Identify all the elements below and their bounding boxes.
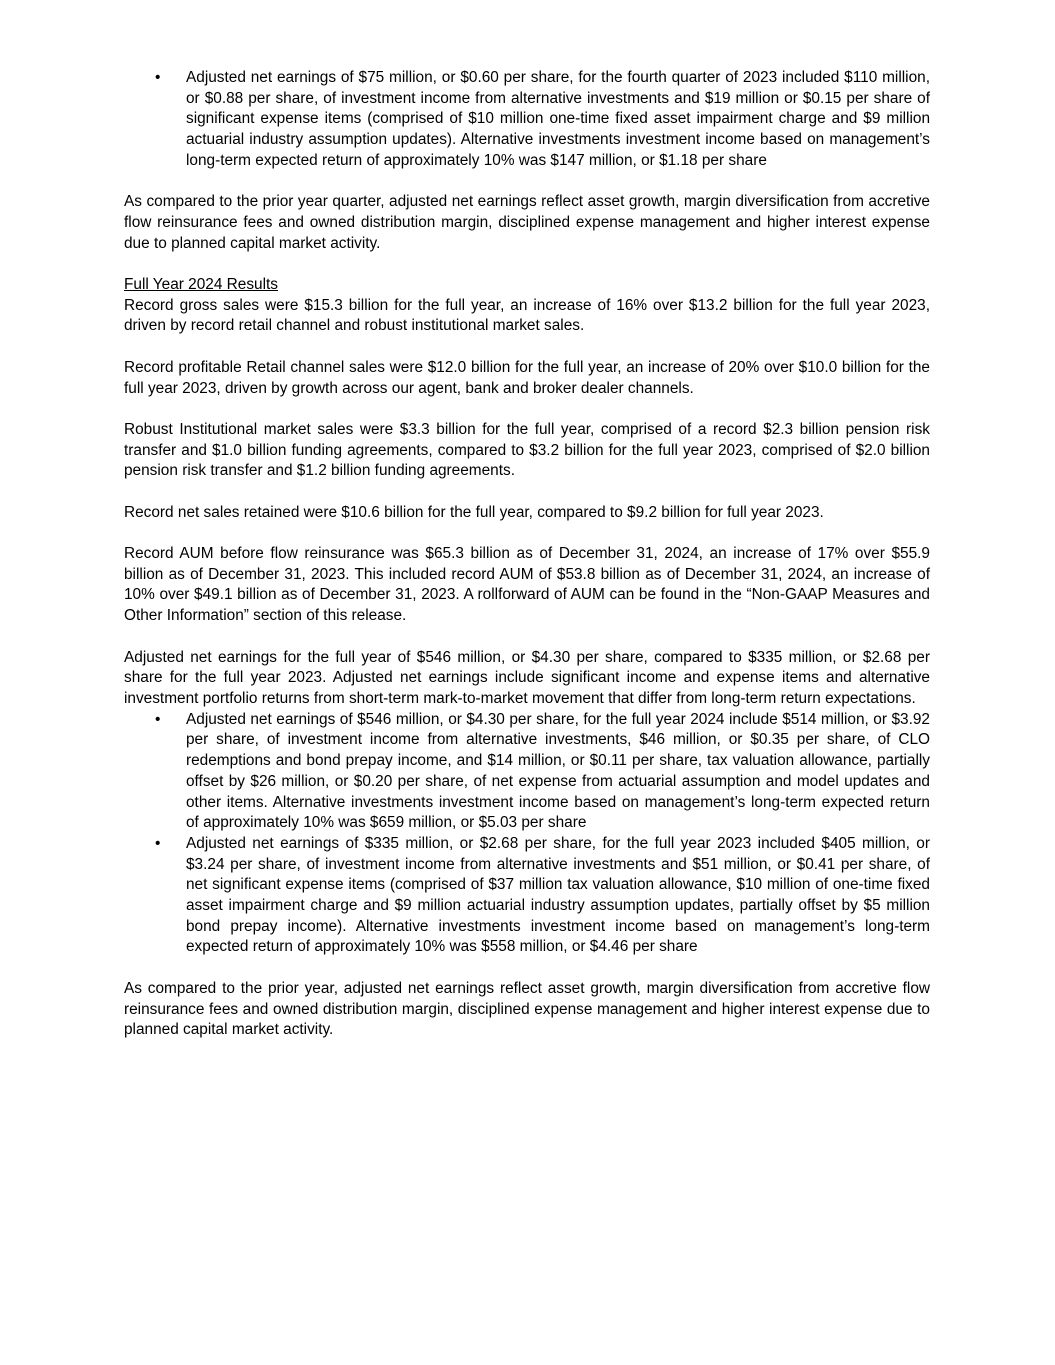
q4-comparison-paragraph: As compared to the prior year quarter, adjusted net earnings reflect asset growth, margin diversification from accretive flow reinsurance fees and owned distribution margin, disciplined expense management and higher interest expense due to planned capital market activity. [124,193,930,252]
bullet-icon: • [155,710,161,728]
section-heading: Full Year 2024 Results [124,276,279,293]
gross-sales-paragraph: Record gross sales were $15.3 billion for the full year, an increase of 16% over $13.2 billion for the full year 2023, driven by record retail channel and robust institutional market sales. [124,296,930,335]
net-sales-retained-paragraph: Record net sales retained were $10.6 billion for the full year, compared to $9.2 billion for full year 2023. [124,503,824,521]
list-item [124,834,930,958]
q4-bullet-text: Adjusted net earnings of $75 million, or $0.60 per share, for the fourth quarter of 2023 included $110 million, or $0.88 per share, of investment income from alternative investments and $19 million or $0.15 per share of significant expense items (comprised of $10 million one-time fixed asset impairment charge and $9 million actuarial industry assumption updates). Alternative investments investment income based on management’s long-term expected return of approximately 10% was $147 million, or $1.18 per share [186,69,930,169]
document-page [124,68,930,1041]
aum-paragraph: Record AUM before flow reinsurance was $65.3 billion as of December 31, 2024, an increase of 17% over $55.9 billion as of December 31, 2023. This included record AUM of $53.8 billion as of December 31, 2024, an increase of 10% over $49.1 billion as of December 31, 2023. A rollforward of AUM can be found in the “Non-GAAP Measures and Other Information” section of this release. [124,545,930,625]
full-year-2024-bullet-text: Adjusted net earnings of $546 million, or $4.30 per share, for the full year 2024 include $514 million, or $3.92 per share, of investment income from alternative investments, $46 million, or $0.35 per share, of CLO redemptions and bond prepay income, and $14 million, or $0.11 per share, tax valuation allowance, partially offset by $26 million, or $0.20 per share, of net expense from actuarial assumption and model updates and other items. Alternative investments investment income based on management’s long-term expected return of approximately 10% was $659 million, or $5.03 per share [186,710,930,832]
institutional-sales-paragraph: Robust Institutional market sales were $3.3 billion for the full year, comprised of a record $2.3 billion pension risk transfer and $1.0 billion funding agreements, compared to $3.2 billion for the full year 2023, comprised of $2.0 billion pension risk transfer and $1.2 billion funding agreements. [124,420,930,480]
adjusted-earnings-paragraph: Adjusted net earnings for the full year of $546 million, or $4.30 per share, compared to $335 million, or $2.68 per share for the full year 2023. Adjusted net earnings include significant income and expense items and alternative investment portfolio returns from short-term mark-to-market movement that differ from long-term return expectations. [124,648,930,707]
full-year-comparison-paragraph: As compared to the prior year, adjusted net earnings reflect asset growth, margin diversification from accretive flow reinsurance fees and owned distribution margin, disciplined expense management and higher interest expense due to planned capital market activity. [124,979,930,1039]
retail-sales-paragraph: Record profitable Retail channel sales were $12.0 billion for the full year, an increase of 20% over $10.0 billion for the full year 2023, driven by growth across our agent, bank and broker dealer channels. [124,358,930,397]
full-year-2023-bullet-text: Adjusted net earnings of $335 million, or $2.68 per share, for the full year 2023 included $405 million, or $3.24 per share, of investment income from alternative investments and $51 million, or $0.41 per share, of net significant expense items (comprised of $37 million tax valuation allowance, $10 million of one-time fixed asset impairment charge and $9 million actuarial industry assumption updates, partially offset by $5 million bond prepay income). Alternative investments investment income based on management’s long-term expected return of approximately 10% was $558 million, or $4.46 per share [186,834,930,956]
bullet-icon: • [155,834,161,852]
full-year-bullet-list [124,710,930,958]
list-item [124,710,930,834]
q4-bullet-list [124,68,930,172]
list-item [124,68,930,172]
bullet-icon: • [155,69,161,86]
